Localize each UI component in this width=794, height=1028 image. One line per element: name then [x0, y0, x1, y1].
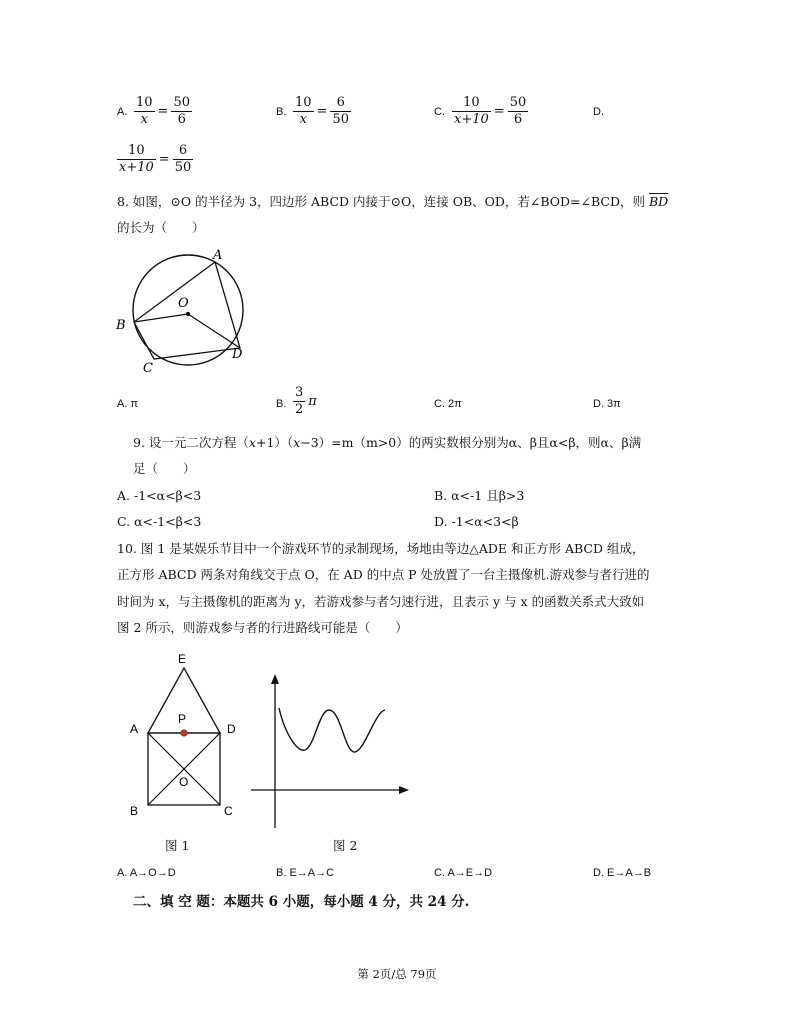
q9-text-c: −3）=m（m>0）的两实数根分别为α、β且α<β，则α、β满 [300, 435, 642, 450]
frac-den: 2 [295, 402, 304, 417]
frac-den: 6 [513, 112, 523, 127]
page-footer: 第 2页/总 79页 [357, 967, 437, 981]
q7-option-a [134, 95, 192, 128]
q10-stem-line1: 10. 图 1 是某娱乐节目中一个游戏环节的录制现场，场地由等边△ADE 和正方形 ABCD 组成， [117, 541, 645, 556]
q10-stem-line3: 时间为 x，与主摄像机的距离为 y，若游戏参与者匀速行进，且表示 y 与 x 的函数关系式大致如 [117, 594, 645, 609]
equals: = [158, 152, 170, 167]
camera-point-p [181, 730, 187, 736]
q10-option-a: A. A→O→D [117, 867, 176, 879]
label-c: C [224, 804, 233, 818]
frac-den: 6 [177, 112, 186, 127]
q9-stem-line2: 足（ ） [133, 461, 196, 476]
frac-den: 50 [174, 160, 192, 175]
label-o: O [178, 296, 189, 311]
label-b: B [116, 318, 126, 333]
q9-option-b: B. α<-1 且β>3 [434, 488, 525, 503]
frac-den: 50 [332, 112, 349, 127]
q8-option-c: C. 2π [434, 398, 462, 410]
label-p: P [178, 712, 187, 726]
q10-stem-line4: 图 2 所示，则游戏参与者的行进路线可能是（ ） [117, 620, 408, 635]
frac-num: 6 [330, 95, 351, 112]
q9-var-x: x [248, 435, 256, 450]
q10-option-c: C. A→E→D [434, 867, 493, 879]
q9-option-a: A. -1<α<β<3 [117, 488, 202, 503]
q8-option-a: A. π [117, 398, 139, 410]
label-a: A [213, 248, 223, 263]
pi-symbol: π [308, 394, 317, 409]
equals: = [157, 104, 169, 119]
q10-option-d: D. E→A→B [593, 867, 652, 879]
frac-num: 10 [452, 95, 491, 112]
label-d: D [232, 347, 243, 362]
label-e: E [178, 652, 187, 666]
label-o: O [179, 775, 189, 789]
q10-figure2-graph [245, 670, 415, 835]
q7-option-a-label: A. [117, 106, 128, 118]
q8-option-b [293, 385, 320, 418]
q9-stem-line1 [133, 430, 641, 456]
frac-den: x+10 [119, 160, 154, 175]
x-axis-arrow [399, 786, 409, 794]
fig2-caption: 图 2 [333, 838, 358, 853]
label-b: B [130, 804, 139, 818]
center-point [186, 312, 190, 316]
section-heading-fill-blank: 二、填 空 题：本题共 6 小题，每小题 4 分，共 24 分. [133, 894, 470, 910]
frac-den: x [299, 112, 307, 127]
q7-option-b-label: B. [276, 106, 287, 118]
function-curve [279, 708, 385, 752]
frac-num: 10 [295, 95, 312, 110]
q10-figure1 [120, 648, 250, 823]
frac-num: 10 [136, 95, 153, 110]
q10-option-b: B. E→A→C [276, 867, 335, 879]
q7-option-d [117, 143, 193, 176]
frac-num: 50 [509, 95, 527, 110]
frac-num: 10 [117, 143, 156, 160]
q8-option-b-label: B. [276, 398, 287, 410]
q7-option-c [452, 95, 528, 128]
frac-num: 3 [295, 385, 304, 400]
frac-num: 50 [173, 95, 190, 110]
q9-option-c: C. α<-1<β<3 [117, 514, 202, 529]
equals: = [316, 104, 328, 119]
q9-text-a: 9. 设一元二次方程（ [133, 435, 249, 450]
q8-arc-bd: $\overline{BD}$ [649, 194, 669, 209]
label-d: D [227, 722, 236, 736]
q8-option-d: D. 3π [593, 398, 621, 410]
frac-num: 6 [173, 143, 194, 160]
label-a: A [130, 722, 139, 736]
q9-var-x: x [293, 435, 301, 450]
q10-stem-line2: 正方形 ABCD 两条对角线交于点 O，在 AD 的中点 P 处放置了一台主摄像机.游戏参与者行进的 [117, 567, 650, 582]
frac-den: x+10 [454, 112, 489, 127]
y-axis-arrow [271, 674, 279, 684]
frac-den: x [140, 112, 148, 127]
q9-option-d: D. -1<α<3<β [434, 514, 519, 529]
q8-stem-line1 [117, 189, 677, 215]
q7-option-d-label: D. [593, 106, 604, 118]
q8-text: 8. 如图，⊙O 的半径为 3，四边形 ABCD 内接于⊙O，连接 OB、OD，若∠BOD=∠BCD，则 [117, 194, 646, 209]
q8-circle-figure [112, 244, 262, 374]
equals: = [493, 104, 505, 119]
fig1-caption: 图 1 [165, 838, 190, 853]
q8-stem-line2: 的长为（ ） [117, 220, 205, 235]
label-c: C [143, 361, 153, 374]
q9-text-b: +1）（ [255, 435, 294, 450]
q7-option-c-label: C. [434, 106, 445, 118]
q7-option-b [293, 95, 351, 128]
